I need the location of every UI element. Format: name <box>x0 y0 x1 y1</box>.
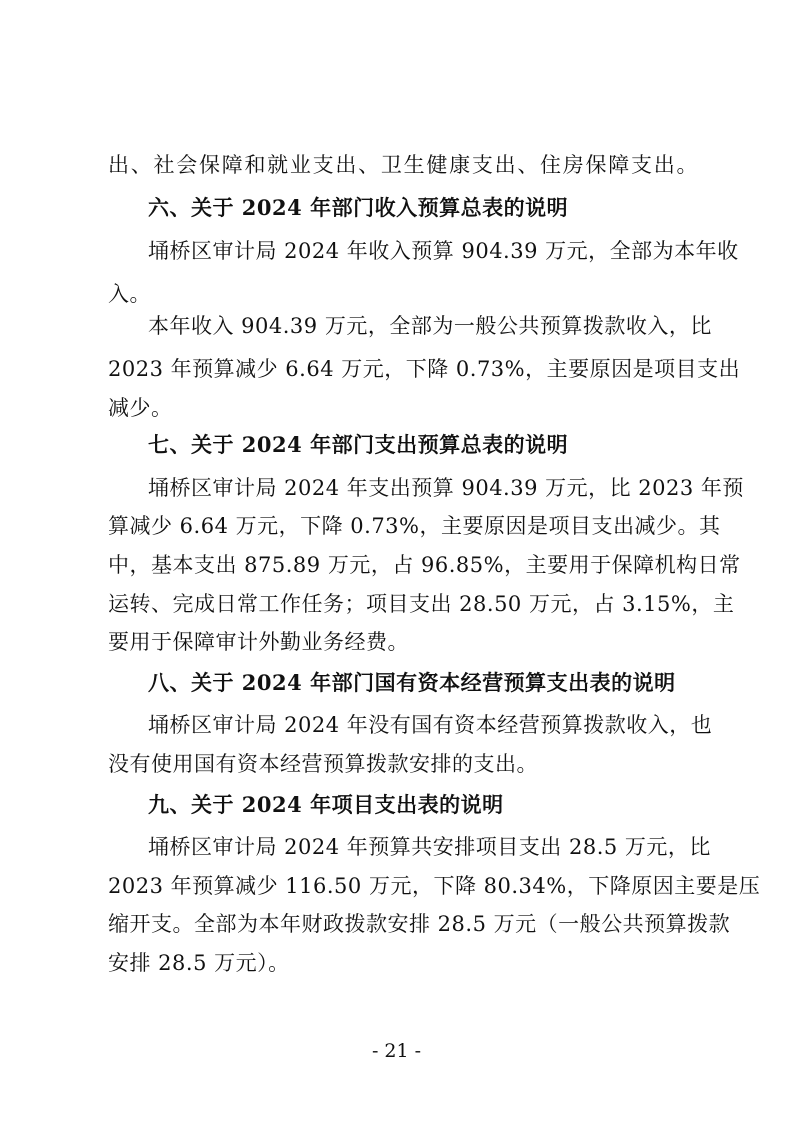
body-line: 埇桥区审计局 2024 年收入预算 904.39 万元，全部为本年收 <box>148 239 739 263</box>
section-heading-eight: 八、关于 2024 年部门国有资本经营预算支出表的说明 <box>148 670 676 695</box>
body-line: 2023 年预算减少 6.64 万元，下降 0.73%，主要原因是项目支出 <box>108 357 741 381</box>
body-line: 要用于保障审计外勤业务经费。 <box>108 630 409 654</box>
body-line: 中，基本支出 875.89 万元，占 96.85%，主要用于保障机构日常 <box>108 553 741 577</box>
body-line: 埇桥区审计局 2024 年预算共安排项目支出 28.5 万元，比 <box>148 835 711 859</box>
body-line: 出、社会保障和就业支出、卫生健康支出、住房保障支出。 <box>108 153 698 177</box>
body-line: 减少。 <box>108 396 173 420</box>
section-heading-six: 六、关于 2024 年部门收入预算总表的说明 <box>148 195 569 220</box>
page-number: - 21 - <box>371 1040 422 1062</box>
body-line: 入。 <box>108 282 151 306</box>
body-line: 本年收入 904.39 万元，全部为一般公共预算拨款收入，比 <box>148 314 712 338</box>
body-line: 算减少 6.64 万元，下降 0.73%，主要原因是项目支出减少。其 <box>108 514 721 538</box>
body-line: 安排 28.5 万元）。 <box>108 951 290 975</box>
section-heading-nine: 九、关于 2024 年项目支出表的说明 <box>148 792 504 817</box>
body-line: 埇桥区审计局 2024 年没有国有资本经营预算拨款收入，也 <box>148 713 713 737</box>
body-line: 缩开支。全部为本年财政拨款安排 28.5 万元（一般公共预算拨款 <box>108 912 731 936</box>
section-heading-seven: 七、关于 2024 年部门支出预算总表的说明 <box>148 432 569 457</box>
body-line: 没有使用国有资本经营预算拨款安排的支出。 <box>108 752 538 776</box>
body-line: 运转、完成日常工作任务；项目支出 28.50 万元，占 3.15%，主 <box>108 592 735 616</box>
body-line: 埇桥区审计局 2024 年支出预算 904.39 万元，比 2023 年预 <box>148 476 744 500</box>
body-line: 2023 年预算减少 116.50 万元，下降 80.34%，下降原因主要是压 <box>108 874 761 898</box>
